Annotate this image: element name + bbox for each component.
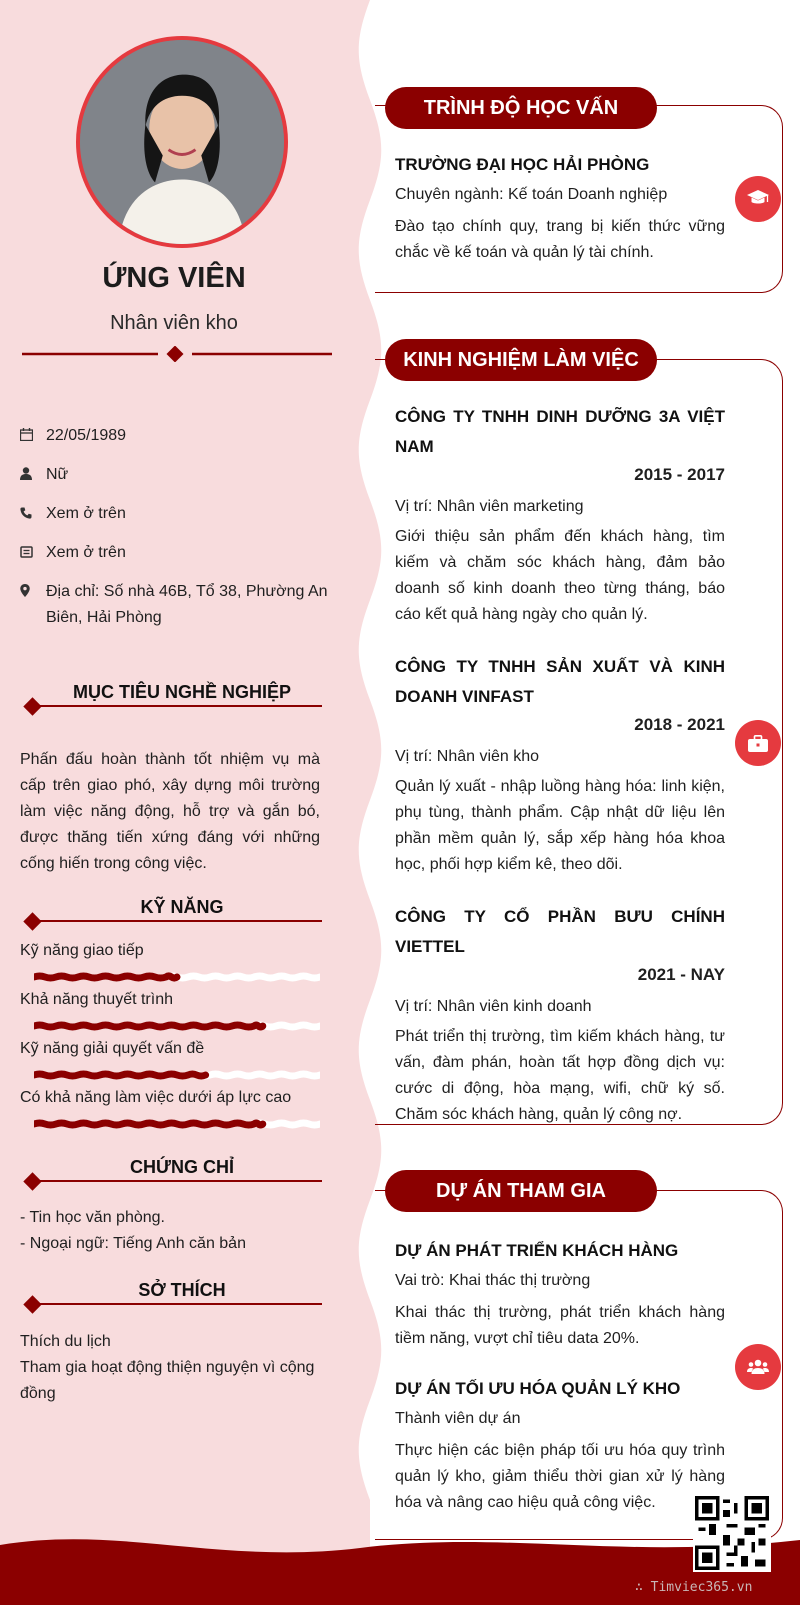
avatar-photo bbox=[80, 40, 284, 244]
graduation-cap-icon bbox=[735, 176, 781, 222]
skill-label: Khả năng thuyết trình bbox=[20, 991, 173, 1008]
candidate-name: ỨNG VIÊN bbox=[102, 262, 246, 294]
skill-label: Có khả năng làm việc dưới áp lực cao bbox=[20, 1089, 292, 1106]
objective-text: Phấn đấu hoàn thành tốt nhiệm vụ mà cấp trên giao phó, xây dựng môi trường làm việc năng động, hỗ trợ và gắn bó, được thăng tiến xứng đáng với những cống hiến trong công việc. bbox=[20, 751, 320, 872]
contact-birthday bbox=[20, 423, 330, 450]
company-name: CÔNG TY TNHH SẢN XUẤT VÀ KINH DOANH VINFAST bbox=[395, 657, 725, 706]
certificates-heading bbox=[22, 1157, 322, 1190]
phone-text: Xem ở trên bbox=[46, 505, 126, 522]
name-divider bbox=[22, 346, 332, 362]
work-position: Vị trí: Nhân viên kinh doanh bbox=[395, 998, 592, 1015]
briefcase-icon bbox=[735, 720, 781, 766]
work-position: Vị trí: Nhân viên kho bbox=[395, 748, 540, 765]
skills-heading bbox=[22, 897, 322, 930]
phone-icon bbox=[20, 501, 46, 528]
work-description: Giới thiệu sản phẩm đến khách hàng, tìm kiếm và chăm sóc khách hàng, đảm bảo doanh số kinh doanh theo từng tháng, báo cáo kết quả hàng ngày cho quản lý. bbox=[395, 528, 725, 623]
skill-bar bbox=[34, 1117, 320, 1131]
projects-title: DỰ ÁN THAM GIA bbox=[385, 1170, 657, 1212]
project-description: Khai thác thị trường, phát triển khách hàng tiềm năng, vượt chỉ tiêu data 20%. bbox=[395, 1304, 725, 1347]
address-text: Địa chỉ: Số nhà 46B, Tổ 38, Phường An Biên, Hải Phòng bbox=[46, 583, 328, 626]
work-period: 2021 - NAY bbox=[637, 965, 725, 984]
work-period: 2018 - 2021 bbox=[634, 715, 725, 734]
list-item: Tham gia hoạt động thiện nguyện vì cộng đồng bbox=[20, 1359, 315, 1402]
education-title: TRÌNH ĐỘ HỌC VẤN bbox=[385, 87, 657, 129]
list-item: - Ngoại ngữ: Tiếng Anh căn bản bbox=[20, 1235, 246, 1252]
location-icon bbox=[20, 579, 46, 631]
candidate-position: Nhân viên kho bbox=[110, 312, 238, 334]
work-description: Phát triển thị trường, tìm kiếm khách hàng, tư vấn, đàm phán, hoàn tất hợp đồng dịch vụ: cước di động, hòa mạng, wifi, chữ ký số. Chăm sóc khách hàng, quản lý công nợ. bbox=[395, 1028, 725, 1123]
project-role: Thành viên dự án bbox=[395, 1410, 521, 1427]
hobbies-title: SỞ THÍCH bbox=[138, 1280, 226, 1300]
education-content bbox=[395, 150, 725, 266]
company-name: CÔNG TY CỔ PHẦN BƯU CHÍNH VIETTEL bbox=[395, 907, 725, 956]
contact-address bbox=[20, 579, 330, 631]
email-text: Xem ở trên bbox=[46, 544, 126, 561]
objective-heading bbox=[22, 682, 322, 715]
objective-title: MỤC TIÊU NGHỀ NGHIỆP bbox=[72, 682, 291, 702]
experience-item bbox=[395, 652, 725, 878]
company-name: CÔNG TY TNHH DINH DƯỠNG 3A VIỆT NAM bbox=[395, 407, 725, 456]
skill-label: Kỹ năng giải quyết vấn đề bbox=[20, 1040, 205, 1057]
skill-bar bbox=[34, 1068, 320, 1082]
qr-code-icon bbox=[693, 1494, 771, 1572]
contact-email bbox=[20, 540, 330, 567]
experience-item bbox=[395, 902, 725, 1128]
avatar bbox=[76, 36, 288, 248]
birthday-text: 22/05/1989 bbox=[46, 427, 127, 444]
footer-wave bbox=[0, 1539, 800, 1605]
certificates-list bbox=[20, 1205, 330, 1257]
list-item: Thích du lịch bbox=[20, 1333, 111, 1350]
skill-label: Kỹ năng giao tiếp bbox=[20, 942, 144, 959]
calendar-icon bbox=[20, 423, 46, 450]
project-name: DỰ ÁN PHÁT TRIỂN KHÁCH HÀNG bbox=[395, 1241, 679, 1260]
watermark: ∴ Timviec365.vn bbox=[635, 1580, 753, 1595]
experience-item bbox=[395, 402, 725, 628]
hobbies-heading bbox=[22, 1280, 322, 1313]
users-icon bbox=[735, 1344, 781, 1390]
certificates-title: CHỨNG CHỈ bbox=[130, 1157, 234, 1177]
email-icon bbox=[20, 540, 46, 567]
experience-title: KINH NGHIỆM LÀM VIỆC bbox=[385, 339, 657, 381]
project-name: DỰ ÁN TỐI ƯU HÓA QUẢN LÝ KHO bbox=[395, 1379, 681, 1398]
list-item: - Tin học văn phòng. bbox=[20, 1209, 165, 1226]
skill-bar-fill bbox=[34, 1123, 263, 1125]
skills-title: KỸ NĂNG bbox=[140, 897, 224, 917]
skill-bar-fill bbox=[34, 1074, 206, 1076]
skill-bar bbox=[34, 970, 320, 984]
contact-gender bbox=[20, 462, 330, 489]
user-icon bbox=[20, 462, 46, 489]
work-description: Quản lý xuất - nhập luồng hàng hóa: linh kiện, phụ tùng, thành phẩm. Cập nhật dữ liệu lên phần mềm quản lý, sắp xếp hàng hóa khoa học, phối hợp kiểm kê, theo dõi. bbox=[395, 778, 725, 873]
work-period: 2015 - 2017 bbox=[634, 465, 725, 484]
hobbies-list bbox=[20, 1329, 330, 1407]
project-item bbox=[395, 1374, 725, 1516]
gender-text: Nữ bbox=[46, 466, 69, 483]
skill-bar bbox=[34, 1019, 320, 1033]
education-description: Đào tạo chính quy, trang bị kiến thức vững chắc về kế toán và quản lý tài chính. bbox=[395, 218, 725, 261]
contact-phone bbox=[20, 501, 330, 528]
school-name: TRƯỜNG ĐẠI HỌC HẢI PHÒNG bbox=[395, 155, 650, 174]
work-position: Vị trí: Nhân viên marketing bbox=[395, 498, 584, 515]
project-item bbox=[395, 1236, 725, 1352]
project-description: Thực hiện các biện pháp tối ưu hóa quy trình quản lý kho, giảm thiểu thời gian xử lý hàng hóa và nâng cao hiệu quả công việc. bbox=[395, 1442, 725, 1511]
skill-bar-fill bbox=[34, 1025, 263, 1027]
skill-bar-fill bbox=[34, 976, 177, 978]
project-role: Vai trò: Khai thác thị trường bbox=[395, 1272, 591, 1289]
education-major: Chuyên ngành: Kế toán Doanh nghiệp bbox=[395, 186, 668, 203]
